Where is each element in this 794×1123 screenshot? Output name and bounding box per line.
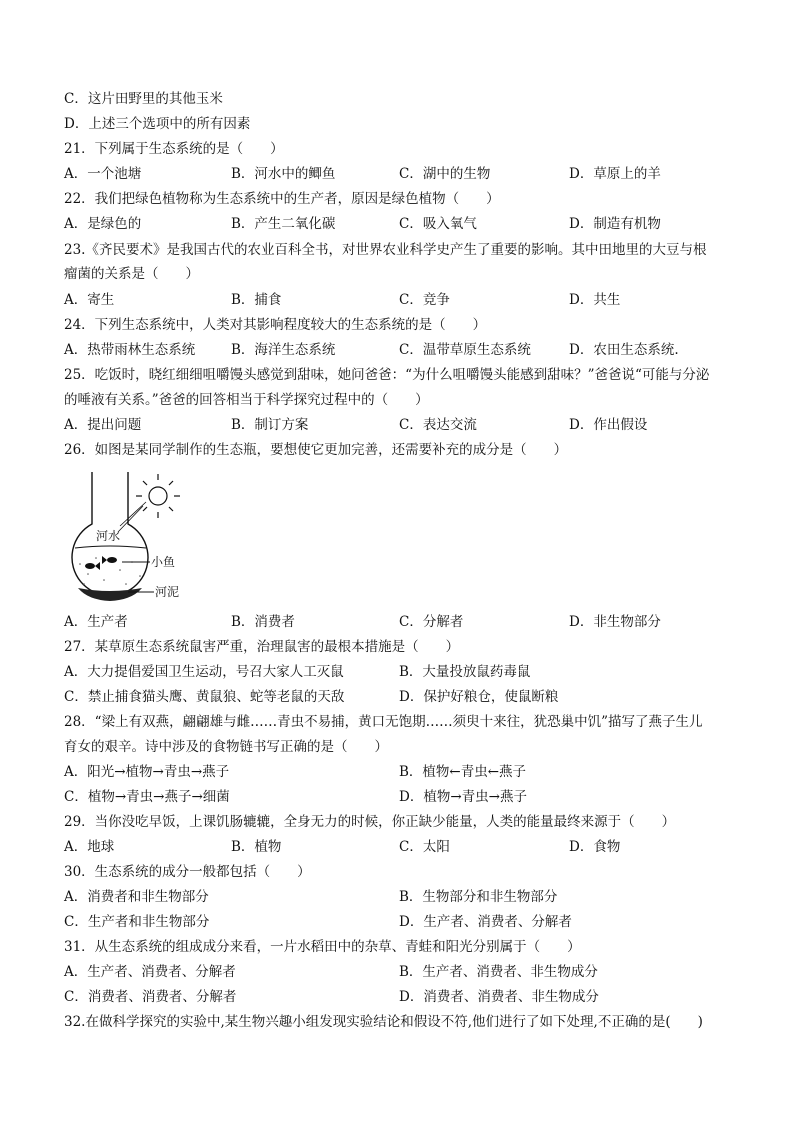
options-28-row1 bbox=[64, 762, 734, 782]
question-23-line2: 瘤菌的关系是（ ） bbox=[64, 266, 199, 282]
option-c: C．表达交流 bbox=[399, 417, 477, 433]
question-31: 31．从生态系统的组成成分来看，一片水稻田中的杂草、青蛙和阳光分别属于（ ） bbox=[64, 939, 581, 955]
option-c: C．生产者和非生物部分 bbox=[64, 914, 210, 930]
options-30-row1 bbox=[64, 887, 734, 907]
option-b: B．植物 bbox=[231, 839, 282, 855]
option-d: D．草原上的羊 bbox=[569, 166, 661, 182]
option-d: D．消费者、消费者、非生物成分 bbox=[399, 989, 599, 1005]
option-b: B．捕食 bbox=[231, 292, 282, 308]
option-c: C．禁止捕食猫头鹰、黄鼠狼、蛇等老鼠的天敌 bbox=[64, 689, 345, 705]
option-d: D．制造有机物 bbox=[569, 216, 661, 232]
option-a: A．生产者、消费者、分解者 bbox=[64, 964, 236, 980]
option-d: D．共生 bbox=[569, 292, 621, 308]
label-fish: 小鱼 bbox=[151, 555, 176, 569]
options-21 bbox=[64, 164, 734, 184]
options-31-row1 bbox=[64, 962, 734, 982]
mud-layer bbox=[78, 588, 142, 601]
options-26 bbox=[64, 612, 734, 632]
options-25 bbox=[64, 415, 734, 435]
question-28-line2: 育女的艰辛。诗中涉及的食物链书写正确的是（ ） bbox=[64, 739, 388, 755]
option-d: D．食物 bbox=[569, 839, 621, 855]
option-b: B．产生二氧化碳 bbox=[231, 216, 336, 232]
options-27-row1 bbox=[64, 662, 734, 682]
option-a: A．地球 bbox=[64, 839, 115, 855]
ecosystem-bottle-figure bbox=[60, 466, 200, 608]
question-30: 30．生态系统的成分一般都包括（ ） bbox=[64, 864, 311, 880]
option-a: A．阳光→植物→青虫→燕子 bbox=[64, 764, 230, 780]
options-23 bbox=[64, 290, 734, 310]
option-c: C．分解者 bbox=[399, 614, 464, 630]
option-a: A．提出问题 bbox=[64, 417, 142, 433]
option-d: D．农田生态系统. bbox=[569, 342, 679, 358]
label-mud: 河泥 bbox=[155, 585, 180, 599]
option-c: C．太阳 bbox=[399, 839, 450, 855]
option-b: B．大量投放鼠药毒鼠 bbox=[399, 664, 531, 680]
option-a: A．大力提倡爱国卫生运动，号召大家人工灭鼠 bbox=[64, 664, 344, 680]
option-d: D．非生物部分 bbox=[569, 614, 661, 630]
option-c: C．温带草原生态系统 bbox=[399, 342, 531, 358]
options-28-row2 bbox=[64, 787, 734, 807]
question-22: 22．我们把绿色植物称为生态系统中的生产者，原因是绿色植物（ ） bbox=[64, 191, 500, 207]
question-26: 26．如图是某同学制作的生态瓶，要想使它更加完善，还需要补充的成分是（ ） bbox=[64, 442, 568, 458]
question-29: 29．当你没吃早饭，上课饥肠辘辘，全身无力的时候，你正缺少能量，人类的能量最终来源于（ ） bbox=[64, 814, 676, 830]
option-a: A．寄生 bbox=[64, 292, 115, 308]
question-21: 21．下列属于生态系统的是（ ） bbox=[64, 141, 284, 157]
option-a: A．热带雨林生态系统 bbox=[64, 342, 196, 358]
fish-icon bbox=[85, 556, 117, 570]
options-24 bbox=[64, 340, 734, 360]
option-d: D．保护好粮仓，使鼠断粮 bbox=[399, 689, 559, 705]
question-27: 27．某草原生态系统鼠害严重，治理鼠害的最根本措施是（ ） bbox=[64, 639, 460, 655]
option-c-prev: C．这片田野里的其他玉米 bbox=[64, 91, 223, 107]
option-b: B．海洋生态系统 bbox=[231, 342, 336, 358]
question-25-line1: 25．吃饭时，晓红细细咀嚼馒头感觉到甜味，她问爸爸：“为什么咀嚼馒头能感到甜味？”爸爸说“可能与分泌 bbox=[64, 367, 710, 383]
options-30-row2 bbox=[64, 912, 734, 932]
option-b: B．生物部分和非生物部分 bbox=[399, 889, 558, 905]
sun-icon bbox=[136, 474, 180, 518]
question-24: 24．下列生态系统中，人类对其影响程度较大的生态系统的是（ ） bbox=[64, 317, 487, 333]
options-31-row2 bbox=[64, 987, 734, 1007]
question-32: 32.在做科学探究的实验中,某生物兴趣小组发现实验结论和假设不符,他们进行了如下处理,不正确的是( ) bbox=[64, 1014, 703, 1030]
option-d: D．生产者、消费者、分解者 bbox=[399, 914, 572, 930]
options-27-row2 bbox=[64, 687, 734, 707]
option-a: A．是绿色的 bbox=[64, 216, 142, 232]
option-b: B．河水中的鲫鱼 bbox=[231, 166, 336, 182]
option-a: A．生产者 bbox=[64, 614, 128, 630]
option-d: D．植物→青虫→燕子 bbox=[399, 789, 527, 805]
option-d: D．作出假设 bbox=[569, 417, 648, 433]
option-b: B．制订方案 bbox=[231, 417, 309, 433]
option-a: A．一个池塘 bbox=[64, 166, 142, 182]
options-22 bbox=[64, 214, 734, 234]
option-c: C．消费者、消费者、分解者 bbox=[64, 989, 237, 1005]
question-23-line1: 23.《齐民要术》是我国古代的农业百科全书，对世界农业科学史产生了重要的影响。其中田地里的大豆与根 bbox=[64, 242, 707, 258]
option-b: B．消费者 bbox=[231, 614, 295, 630]
question-25-line2: 的唾液有关系。”爸爸的回答相当于科学探究过程中的（ ） bbox=[64, 392, 429, 408]
option-c: C．植物→青虫→燕子→细菌 bbox=[64, 789, 230, 805]
option-b: B．生产者、消费者、非生物成分 bbox=[399, 964, 598, 980]
option-d-prev: D．上述三个选项中的所有因素 bbox=[64, 116, 251, 132]
option-c: C．湖中的生物 bbox=[399, 166, 491, 182]
option-c: C．竞争 bbox=[399, 292, 450, 308]
option-a: A．消费者和非生物部分 bbox=[64, 889, 209, 905]
label-water: 河水 bbox=[96, 529, 121, 543]
options-29 bbox=[64, 837, 734, 857]
option-c: C．吸入氧气 bbox=[399, 216, 477, 232]
option-b: B．植物←青虫←燕子 bbox=[399, 764, 527, 780]
question-28-line1: 28．“梁上有双燕，翩翩雄与雌……青虫不易捕，黄口无饱期……须臾十来往，犹恐巢中饥”描写了燕子生儿 bbox=[64, 714, 703, 730]
